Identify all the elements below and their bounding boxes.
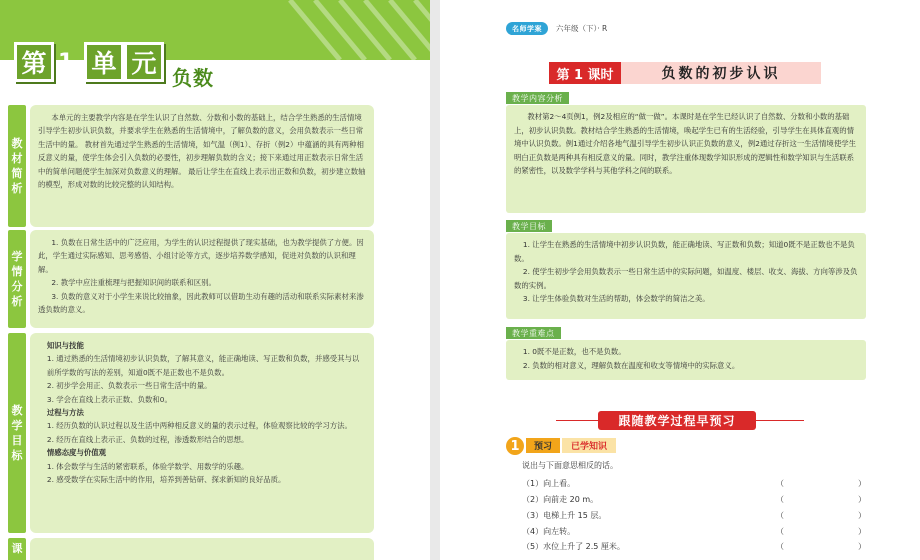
tab-char: 析 [11, 182, 23, 195]
right-page [440, 0, 920, 560]
side-tab-teaching-goals [8, 333, 26, 533]
left-page [0, 0, 430, 560]
section-teaching-goals [8, 333, 374, 533]
goals-label: 教学目标 [506, 220, 552, 232]
answer-blank[interactable] [776, 541, 866, 552]
goal-item: 1. 通过熟悉的生活情境初步认识负数，了解其意义，能正确地读、写正数和负数，并感受其与以前所学数的写法的差别，知道0既不是正数也不是负数。 [46, 354, 360, 377]
unit-char-1: 第 [14, 42, 54, 82]
exercise-item [522, 478, 866, 492]
goal-item: 3. 学会在直线上表示正数、负数和0。 [46, 394, 172, 404]
side-tab-student-analysis [8, 230, 26, 328]
key-point-item: 2. 负数的相对意义，理解负数在温度和收支等情境中的实际意义。 [522, 360, 740, 370]
goals-box [506, 233, 866, 319]
paren-open: （ [776, 542, 784, 551]
goal-item: 2. 经历在直线上表示正、负数的过程，渗透数形结合的思想。 [46, 434, 249, 444]
tab-char: 析 [11, 295, 23, 308]
student-analysis-box [30, 230, 374, 328]
answer-blank[interactable] [776, 494, 866, 505]
preview-number: 1 [506, 437, 524, 455]
paren-close: ） [858, 479, 866, 488]
tab-char: 学 [11, 419, 23, 432]
textbook-analysis-box [30, 105, 374, 227]
exercise-text: （1）向上看。 [522, 479, 576, 488]
key-points-label: 教学重难点 [506, 327, 561, 339]
paragraph: 1. 负数在日常生活中的广泛应用，为学生的认识过程提供了现实基础，也为教学提供了方便。因此，学生通过实际感知、思考感悟、小组讨论等方式，逐步培养数学感知，促进对负数的认识和理解。 [38, 238, 364, 274]
teaching-goals-box [30, 333, 374, 533]
exercise-item [522, 494, 866, 508]
paren-open: （ [776, 511, 784, 520]
goal-item: 2. 使学生初步学会用负数表示一些日常生活中的实际问题，如温度、楼层、收支、海拔、方向等涉及负数的实例。 [514, 267, 858, 290]
paragraph: 3. 负数的意义对于小学生来说比较抽象，因此教师可以借助生动有趣的活动和联系实际素材来渗透负数的意义。 [38, 291, 364, 315]
goal-item: 2. 初步学会用正、负数表示一些日常生活中的量。 [46, 381, 212, 391]
follow-title: 跟随教学过程早预习 [598, 411, 756, 430]
lesson-banner [549, 62, 821, 84]
unit-topic: 负数 [172, 66, 214, 90]
section-lesson-cutoff [8, 538, 374, 560]
section-student-analysis [8, 230, 374, 328]
tab-char: 学 [11, 250, 23, 263]
side-tab-textbook-analysis [8, 105, 26, 227]
side-tab-lesson [8, 538, 26, 560]
series-logo: 名师学案 [506, 22, 548, 35]
lesson-tag: 第 1 课时 [549, 62, 621, 84]
section-textbook-analysis [8, 105, 374, 227]
content-analysis-box [506, 105, 866, 213]
tab-char: 课 [11, 542, 23, 555]
tab-char: 标 [11, 449, 23, 462]
content-analysis-label: 教学内容分析 [506, 92, 569, 104]
key-points-box [506, 340, 866, 380]
unit-header [0, 0, 430, 95]
goal-group-heading: 情感态度与价值观 [46, 448, 107, 458]
goal-group-heading: 过程与方法 [46, 408, 84, 418]
goal-item: 1. 让学生在熟悉的生活情境中初步认识负数，能正确地读、写正数和负数；知道0既不是正数也不是负数。 [514, 240, 855, 263]
lesson-title: 负数的初步认识 [661, 66, 781, 82]
exercise-item [522, 510, 866, 524]
tab-char: 简 [11, 167, 23, 180]
exercise-intro: 说出与下面意思相反的话。 [522, 461, 618, 470]
exercise-text: （2）向前走 20 m。 [522, 495, 599, 504]
goal-item: 2. 感受数学在实际生活中的作用，培养到善钻研、探求新知的良好品质。 [46, 475, 286, 485]
exercise-item [522, 541, 866, 555]
content-analysis-text: 教材第2～4页例1，例2及相应的“做一做”。本课时是在学生已经认识了自然数、分数和小数的基础上，初步认识负数。教材结合学生熟悉的生活情境，唤起学生已有的生活经验，引导学生在具体直观的情境中认识负数。例1通过介绍各地气温引导学生初步认识正负数的意义，例2通过存折这一生活情境使学生明白正负数是两种具有相反意义的量。同时，教学注重体现数学知识形成的逻辑性和数学知识与生活联系的紧密性，以及数学学科与其他学科之间的联系。 [514, 112, 856, 176]
tab-char: 目 [11, 434, 23, 447]
lesson-box [30, 538, 374, 560]
goal-item: 3. 让学生体验负数对生活的帮助，体会数学的简洁之美。 [522, 294, 710, 304]
key-point-item: 1. 0既不是正数，也不是负数。 [522, 347, 626, 356]
goal-item: 1. 体会数学与生活的紧密联系，体验学数学、用数学的乐趣。 [46, 461, 249, 471]
unit-number: 1 [58, 50, 74, 75]
paragraph: 本单元的主要教学内容是在学生认识了自然数、分数和小数的基础上，结合学生熟悉的生活情境引导学生初步认识负数，并要求学生在熟悉的生活情境中，了解负数的意义，会用负数表示一些日常生活中的量。 教材首先通过学生熟悉的生活情境，如气温（例1）、存折（例2）中蕴涵的具有两种相反意义的量，使学生体会引入负数的必要性，初步理解负数的含义；接下来通过用正数表示日常生活中的简单问题使学生加深对负数意义的理解。 最后让学生在直线上表示出正数和负数，初步建立数轴的模型，形成对数的比较完整的认知结构。 [38, 113, 366, 190]
tab-char: 材 [11, 152, 23, 165]
tab-char: 教 [11, 137, 23, 150]
grade-label: 六年级（下）· R [556, 24, 608, 33]
exercise-text: （5）水位上升了 2.5 厘米。 [522, 542, 625, 551]
preview-tag: 预习 [526, 438, 560, 453]
preview-subtag: 已学知识 [562, 438, 616, 453]
tab-char: 分 [11, 280, 23, 293]
paren-close: ） [858, 495, 866, 504]
tab-char: 教 [11, 404, 23, 417]
answer-blank[interactable] [776, 510, 866, 521]
paren-close: ） [858, 527, 866, 536]
paren-close: ） [858, 511, 866, 520]
paragraph: 2. 教学中应注重梳理与把握知识间的联系和区别。 [51, 278, 216, 288]
goal-item: 1. 经历负数的认识过程以及生活中两种相反意义的量的表示过程，体验观察比较的学习方法。 [46, 421, 352, 431]
paren-open: （ [776, 495, 784, 504]
page-gutter [374, 95, 430, 560]
unit-char-2: 单 [84, 42, 124, 82]
answer-blank[interactable] [776, 526, 866, 537]
paren-open: （ [776, 527, 784, 536]
goal-group-heading: 知识与技能 [46, 341, 84, 350]
tab-char: 情 [11, 265, 23, 278]
paren-close: ） [858, 542, 866, 551]
answer-blank[interactable] [776, 478, 866, 489]
exercise-item [522, 526, 866, 540]
exercise-text: （3）电梯上升 15 层。 [522, 511, 607, 520]
exercise-text: （4）向左转。 [522, 527, 576, 536]
paren-open: （ [776, 479, 784, 488]
unit-char-3: 元 [124, 42, 164, 82]
